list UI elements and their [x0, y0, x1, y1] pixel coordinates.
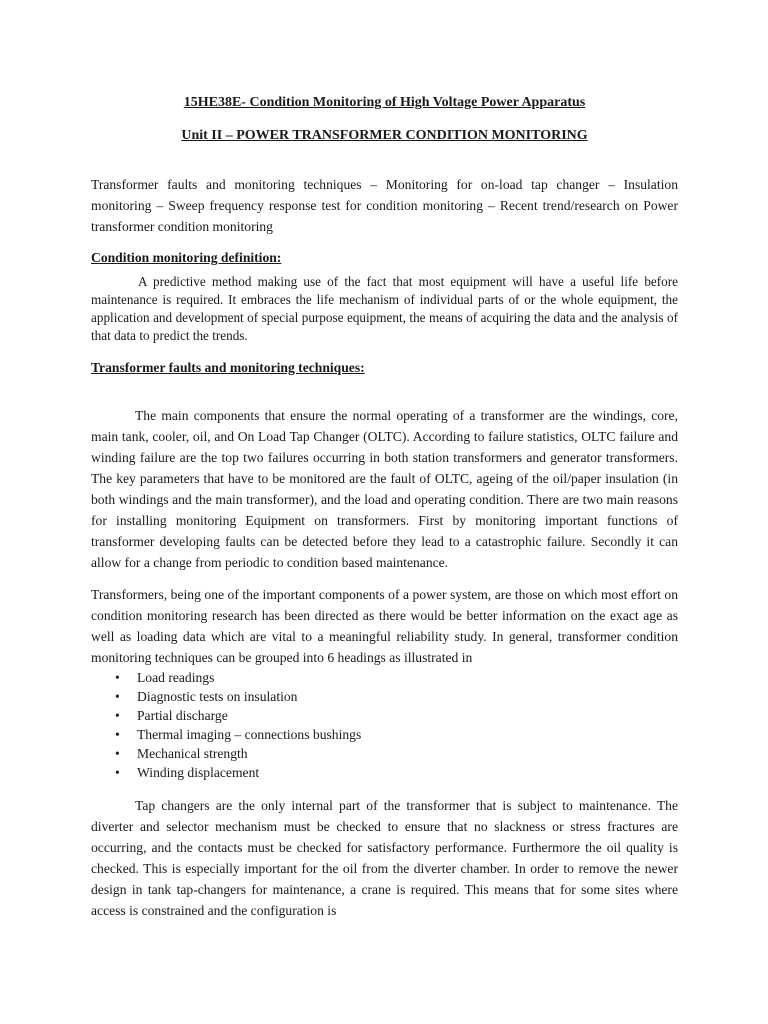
list-item — [91, 706, 678, 725]
course-title: 15HE38E- Condition Monitoring of High Voltage Power Apparatus — [183, 95, 586, 110]
list-item — [91, 668, 678, 687]
bullet-icon: • — [115, 746, 120, 761]
list-item-label: Mechanical strength — [137, 746, 248, 761]
techniques-list — [91, 668, 678, 782]
transformers-paragraph: Transformers, being one of the important components of a power system, are those on which most effort on condition monitoring research has been directed as there would be better information on the exact age as well as loading data which are vital to a meaningful reliability study. In general, transformer condition monitoring techniques can be grouped into 6 headings as illustrated in — [91, 587, 678, 665]
tap-changers-paragraph: Tap changers are the only internal part of the transformer that is subject to maintenance. The diverter and selector mechanism must be checked to ensure that no slackness or stress fractures are occurring, and the contacts must be checked for satisfactory performance. Furthermore the oil quality is checked. This is especially important for the oil from the diverter chamber. In order to remove the newer design in tank tap-changers for maintenance, a crane is required. This means that for some sites where access is constrained and the configuration is — [91, 798, 678, 918]
list-item — [91, 687, 678, 706]
bullet-icon: • — [115, 689, 120, 704]
list-item-label: Partial discharge — [137, 708, 228, 723]
bullet-icon: • — [115, 670, 120, 685]
list-item — [91, 725, 678, 744]
faults-heading: Transformer faults and monitoring techniques: — [91, 360, 365, 375]
document-content — [91, 94, 678, 921]
main-components-paragraph: The main components that ensure the normal operating of a transformer are the windings, core, main tank, cooler, oil, and On Load Tap Changer (OLTC). According to failure statistics, OLTC failure and winding failure are the top two failures occurring in both station transformers and generator transformers. The key parameters that have to be monitored are the fault of OLTC, ageing of the oil/paper insulation (in both windings and the main transformer), and the load and operating condition. There are two main reasons for installing monitoring Equipment on transformers. First by monitoring important functions of transformer developing faults can be detected before they lead to a catastrophic failure. Secondly it can allow for a change from periodic to condition based maintenance. — [91, 408, 678, 570]
unit-title: Unit II – POWER TRANSFORMER CONDITION MONITORING — [181, 128, 588, 143]
list-item — [91, 744, 678, 763]
bullet-icon: • — [115, 727, 120, 742]
definition-paragraph: A predictive method making use of the fact that most equipment will have a useful life before maintenance is required. It embraces the life mechanism of individual parts of or the whole equipment, the application and development of special purpose equipment, the means of acquiring the data and the analysis of that data to predict the trends. — [91, 274, 678, 343]
list-item-label: Load readings — [137, 670, 215, 685]
topics-paragraph: Transformer faults and monitoring techniques – Monitoring for on-load tap changer – Insulation monitoring – Sweep frequency response test for condition monitoring – Recent trend/research on Power transformer condition monitoring — [91, 177, 678, 234]
bullet-icon: • — [115, 765, 120, 780]
list-item — [91, 763, 678, 782]
list-item-label: Diagnostic tests on insulation — [137, 689, 298, 704]
bullet-icon: • — [115, 708, 120, 723]
list-item-label: Thermal imaging – connections bushings — [137, 727, 362, 742]
definition-heading: Condition monitoring definition: — [91, 250, 282, 265]
list-item-label: Winding displacement — [137, 765, 260, 780]
